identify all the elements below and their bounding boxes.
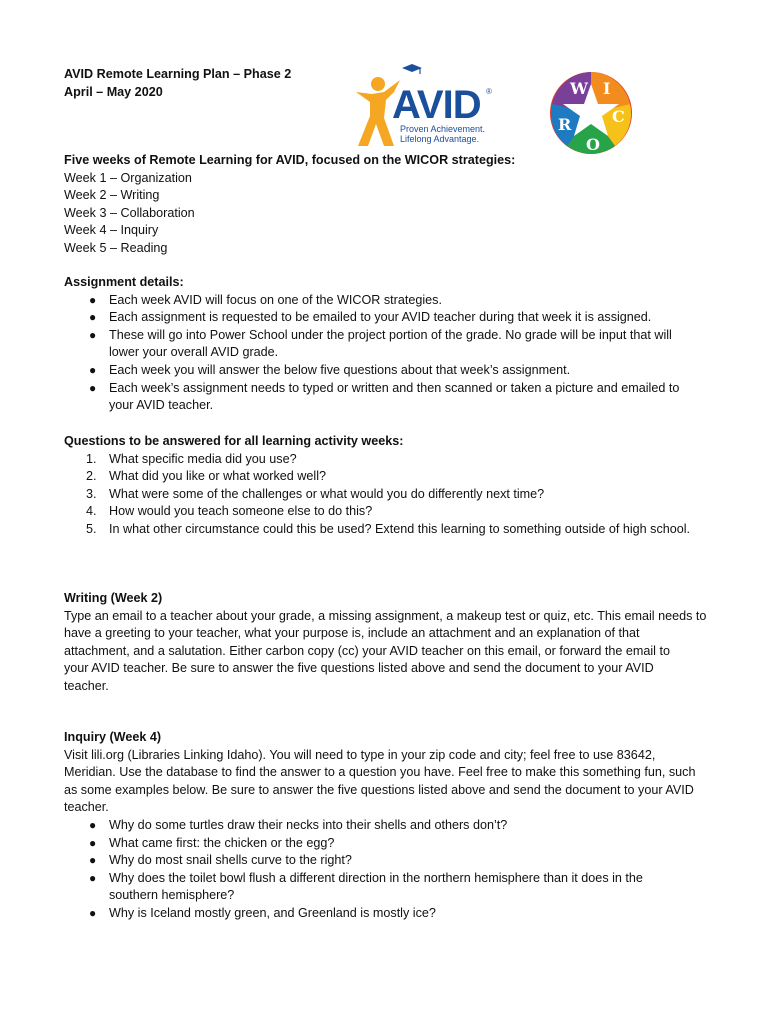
bullet-icon: ● [89,327,97,342]
bullet-icon: ● [89,310,97,325]
avid-tagline-1: Proven Achievement. [400,124,486,134]
questions-list [64,451,714,539]
week-item: Week 2 – Writing [64,188,160,203]
list-item: ● What came first: the chicken or the egg? [64,835,714,853]
bullet-icon: ● [89,905,97,920]
document-header [64,66,291,101]
bullet-icon: ● [89,835,97,850]
wicor-letter-o: O [586,135,600,154]
wicor-letter-r: R [558,115,572,134]
avid-tagline-2: Lifelong Advantage. [400,134,480,144]
list-item: ● Why do most snail shells curve to the right? [64,852,714,870]
figure-head-icon [371,77,385,91]
bullet-icon: ● [89,853,97,868]
writing-paragraph: Type an email to a teacher about your grade, a missing assignment, a makeup test or quiz, etc. This email needs to have a greeting to your teacher, what your purpose is, include an attachment and an explanation of that attachment, and a salutation. Either carbon copy (cc) your AVID teacher on this email, or forward the email to your AVID teacher. Be sure to answer the five questions listed above and send the document to your AVID teacher. [64,608,707,693]
avid-logo [350,62,500,150]
intro-heading: Five weeks of Remote Learning for AVID, focused on the WICOR strategies: [64,153,516,167]
list-item: ● Each week’s assignment needs to typed or written and then scanned or taken a picture and emailed to your AVID teacher. [89,380,680,413]
week-item: Week 4 – Inquiry [64,223,159,238]
bullet-icon: ● [89,292,97,307]
assignment-list [64,292,714,415]
inquiry-section [64,729,714,923]
list-item: 1. What specific media did you use? [86,451,297,466]
assignment-heading: Assignment details: [64,275,184,289]
inquiry-paragraph: Visit lili.org (Libraries Linking Idaho). You will need to type in your zip code and city; feel free to use 83642, Meridian. Use the database to find the answer to a question you have. Feel free to make this something fun, such as some examples below. Be sure to answer the five questions listed above and send the document to your AVID teacher. [64,747,696,815]
writing-heading: Writing (Week 2) [64,591,163,605]
week-item: Week 3 – Collaboration [64,205,195,220]
questions-section [64,433,714,539]
graduation-cap-icon [402,64,422,72]
wicor-letter-w: W [570,79,588,98]
wicor-logo-graphic [548,70,634,156]
bullet-icon: ● [89,817,97,832]
bullet-icon: ● [89,362,97,377]
bullet-icon: ● [89,870,97,885]
document-dates: April – May 2020 [64,84,163,99]
list-item: ● These will go into Power School under the project portion of the grade. No grade will be input that will lower your overall AVID grade. [89,327,672,360]
list-item: ● Each assignment is requested to be emailed to your AVID teacher during that week it is assigned. [64,309,714,327]
list-item: ● Why does the toilet bowl flush a different direction in the northern hemisphere than it does in the southern hemisphere? [89,870,643,903]
week-item: Week 5 – Reading [64,240,168,255]
list-item: 5. In what other circumstance could this be used? Extend this learning to something outside of high school. [86,521,691,536]
intro-section [64,152,714,258]
wicor-logo [548,70,634,156]
list-item: ● Why do some turtles draw their necks into their shells and others don’t? [64,817,714,835]
inquiry-list [64,817,714,923]
wicor-letter-i: I [603,79,611,98]
list-item: ● Each week you will answer the below five questions about that week’s assignment. [64,362,714,380]
wicor-letter-c: C [612,107,625,126]
list-item: 3. What were some of the challenges or what would you do differently next time? [86,486,545,501]
bullet-icon: ● [89,380,97,395]
writing-section [64,590,714,696]
questions-heading: Questions to be answered for all learning activity weeks: [64,434,404,448]
avid-logo-graphic [350,62,500,150]
list-item: ● Why is Iceland mostly green, and Greenland is mostly ice? [64,905,714,923]
list-item: 2. What did you like or what worked well? [86,469,326,484]
document-title: AVID Remote Learning Plan – Phase 2 [64,67,292,81]
list-item: 4. How would you teach someone else to do this? [86,504,373,519]
avid-wordmark: AVID [392,83,481,127]
list-item: ● Each week AVID will focus on one of the WICOR strategies. [64,292,714,310]
registered-mark: ® [486,87,492,96]
week-item: Week 1 – Organization [64,170,192,185]
assignment-section [64,274,714,415]
inquiry-heading: Inquiry (Week 4) [64,730,162,744]
